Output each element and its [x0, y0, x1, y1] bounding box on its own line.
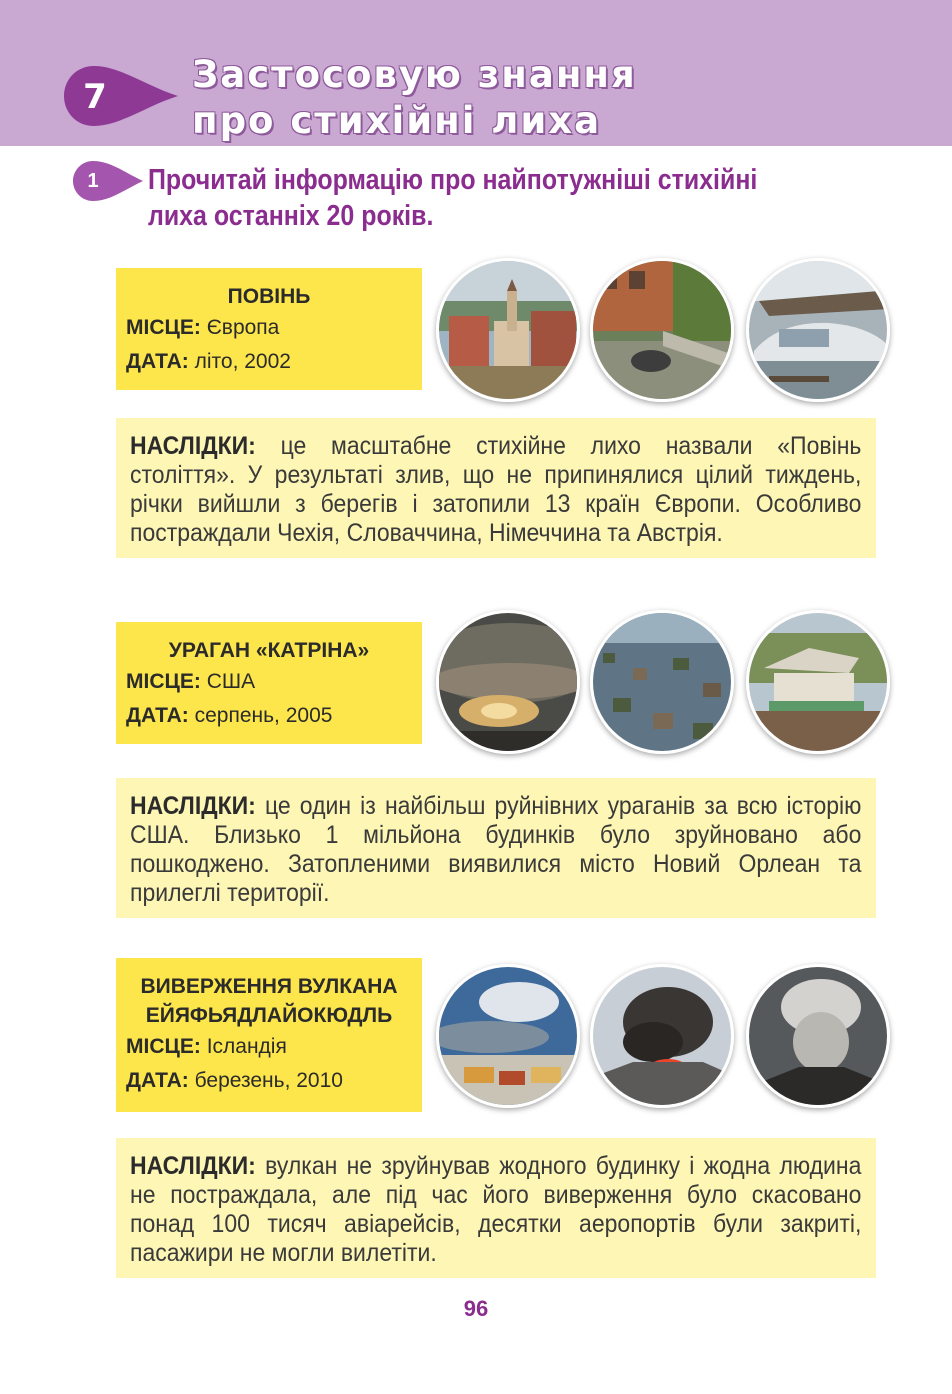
disaster-result-flood — [116, 418, 876, 558]
date-value: серпень, 2005 — [194, 704, 333, 727]
disaster-place — [126, 665, 412, 699]
result-text: це масштабне стихійне лихо назвали «Повінь століття». У результаті злив, що не припинялися цілий тиждень, річки вийшли з берегів і затопили 13 країн Європи. Особливо постраждали Чехія, Словаччина, Німеччина та Австрія. — [130, 432, 862, 547]
lesson-title-line2: про стихійні лиха — [192, 99, 602, 142]
disaster-title: ВИВЕРЖЕННЯ ВУЛКАНА — [140, 975, 398, 998]
disaster-title: ПОВІНЬ — [227, 285, 311, 308]
disaster-title: УРАГАН «КАТРІНА» — [168, 639, 370, 662]
disaster-date — [126, 1064, 412, 1098]
disaster-place — [126, 1030, 412, 1064]
lesson-title-line1: Застосовую знання — [192, 53, 637, 96]
task-instruction — [148, 162, 802, 234]
disaster-info-volcano — [116, 958, 422, 1112]
disaster-info-katrina — [116, 622, 422, 744]
date-label: ДАТА: — [126, 350, 189, 373]
submerged-car-photo — [746, 258, 890, 402]
disaster-info-flood — [116, 268, 422, 390]
storm-cloud-photo — [436, 610, 580, 754]
date-value: літо, 2002 — [194, 350, 291, 373]
erupting-volcano-photo — [590, 964, 734, 1108]
result-label: НАСЛІДКИ: — [130, 792, 256, 820]
result-text: вулкан не зруйнував жодного будинку і жодна людина не постраждала, але під час його виверження було скасовано понад 100 тисяч авіарейсів, десятки аеропортів були закриті, пасажири не могли вилетіти. — [130, 1152, 862, 1267]
date-label: ДАТА: — [126, 1069, 189, 1092]
place-value: Ісландія — [206, 1035, 287, 1058]
disaster-result-volcano — [116, 1138, 876, 1278]
place-label: МІСЦЕ: — [126, 1035, 201, 1058]
place-label: МІСЦЕ: — [126, 316, 201, 339]
result-text: це один із найбільш руйнівних ураганів за всю історію США. Близько 1 мільйона будинків було зруйновано або пошкоджено. Затопленими виявилися місто Новий Орлеан та прилеглі території. — [130, 792, 862, 907]
lesson-number: 7 — [83, 77, 107, 117]
task-number: 1 — [87, 170, 99, 192]
flooded-streets-photo — [590, 610, 734, 754]
destroyed-house-photo — [746, 610, 890, 754]
lesson-title — [192, 52, 912, 144]
disaster-result-katrina — [116, 778, 876, 918]
disaster-title-line2: ЕЙЯФЬЯДЛАЙОКЮДЛЬ — [145, 1004, 393, 1027]
task-instruction-line1: Прочитай інформацію про найпотужніші стихійні — [148, 164, 758, 196]
task-instruction-line2: лиха останніх 20 років. — [148, 200, 434, 232]
date-value: березень, 2010 — [194, 1069, 343, 1092]
place-value: США — [206, 670, 256, 693]
volcano-ash-over-village-photo — [436, 964, 580, 1108]
place-label: МІСЦЕ: — [126, 670, 201, 693]
elephant-in-flood-photo — [590, 258, 734, 402]
result-label: НАСЛІДКИ: — [130, 432, 256, 460]
result-label: НАСЛІДКИ: — [130, 1152, 256, 1180]
place-value: Європа — [206, 316, 280, 339]
ash-column-photo — [746, 964, 890, 1108]
disaster-date — [126, 345, 412, 379]
date-label: ДАТА: — [126, 704, 189, 727]
flooded-city-photo — [436, 258, 580, 402]
disaster-date — [126, 699, 412, 733]
page-number: 96 — [463, 1296, 489, 1321]
disaster-place — [126, 311, 412, 345]
